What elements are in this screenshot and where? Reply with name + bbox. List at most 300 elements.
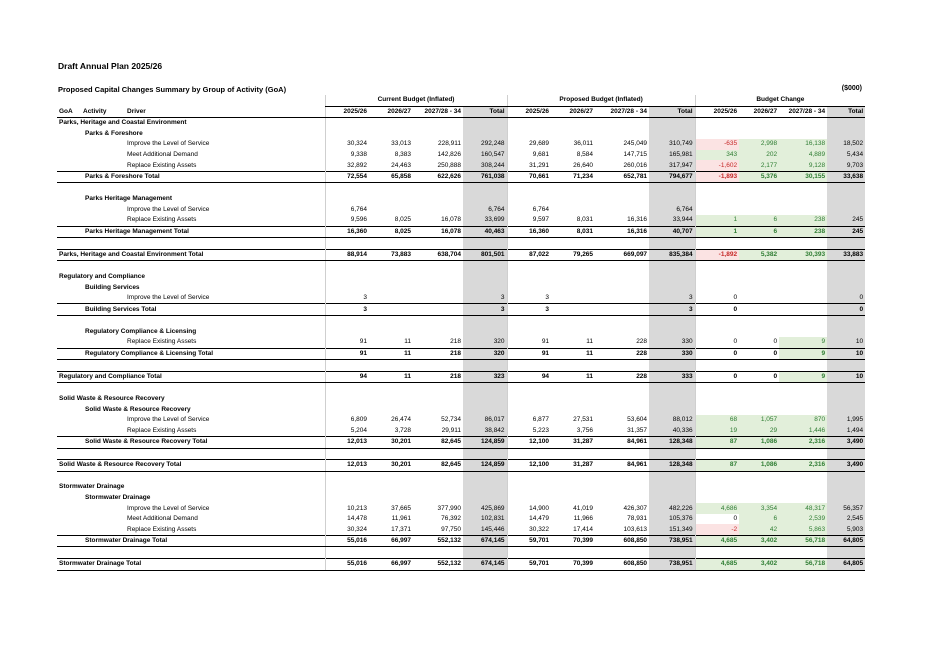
proposed-y1-cell [507, 547, 551, 559]
change-total-cell: 10 [827, 348, 865, 360]
change-y1-cell: 1 [695, 226, 739, 238]
change-y2-cell [739, 315, 779, 326]
proposed-y2-cell: 11 [586, 338, 594, 346]
goa-header: GoA [57, 106, 81, 118]
current-y2-cell [369, 204, 413, 215]
change-y3-cell: 9 [779, 348, 827, 360]
current-total-cell [463, 471, 507, 482]
change-y1-cell: 19 [695, 425, 739, 436]
current-total-cell [463, 482, 507, 493]
current-y1-cell [325, 404, 369, 415]
proposed-total-cell [649, 272, 695, 283]
change-y2-cell [739, 493, 779, 504]
current-total-cell: 124,859 [463, 436, 507, 448]
change-y3-cell: 4,889 [779, 150, 827, 161]
current-y1-cell: 6,809 [325, 415, 369, 426]
proposed-y3-cell [595, 129, 649, 140]
change-y1-cell: 87 [695, 436, 739, 448]
row-label: Improve the Level of Service [127, 205, 210, 213]
current-total-cell: 292,248 [463, 139, 507, 150]
proposed-y3-cell: 53,604 [627, 416, 648, 424]
change-y2-cell: 2,998 [739, 139, 779, 150]
change-y1-cell [695, 272, 739, 283]
proposed-y2-cell [551, 326, 595, 337]
change-y3-cell: 16,138 [779, 139, 827, 150]
proposed-y3-cell: 260,016 [623, 161, 648, 169]
row-label: Stormwater Drainage Total [57, 558, 325, 570]
current-y2-cell: 30,201 [369, 460, 413, 472]
current-total-cell [463, 261, 507, 272]
current-y2-cell [369, 118, 413, 129]
current-total-cell [463, 404, 507, 415]
row-label: Stormwater Drainage Total [57, 535, 325, 547]
proposed-y1-cell: 14,900 [507, 503, 551, 514]
change-y3-cell: 238 [779, 215, 827, 226]
current-y3-header: 2027/28 - 34 [413, 106, 463, 118]
table-row [57, 293, 865, 304]
proposed-y1-cell: 31,291 [507, 160, 551, 171]
current-y3-cell [413, 404, 463, 415]
proposed-total-cell [649, 394, 695, 405]
current-y2-cell: 11 [369, 348, 413, 360]
proposed-y2-cell [551, 129, 595, 140]
proposed-y2-cell [551, 471, 595, 482]
proposed-y3-header: 2027/28 - 34 [595, 106, 649, 118]
change-y3-header: 2027/28 - 34 [779, 106, 827, 118]
current-y1-cell [325, 383, 369, 394]
budget-change-header: Budget Change [695, 95, 865, 106]
current-total-cell: 425,869 [463, 503, 507, 514]
proposed-total-cell: 794,677 [649, 171, 695, 183]
current-y2-cell: 11 [369, 371, 413, 383]
change-y2-cell [739, 194, 779, 205]
current-y3-cell [413, 315, 463, 326]
current-total-cell: 323 [463, 371, 507, 383]
change-total-cell [827, 326, 865, 337]
change-y1-cell [695, 204, 739, 215]
row-label: Replace Existing Assets [127, 338, 197, 346]
spacer-row [57, 471, 865, 482]
proposed-y3-cell [595, 383, 649, 394]
current-total-cell [463, 547, 507, 559]
change-y3-cell [779, 293, 827, 304]
current-y3-cell: 52,734 [441, 416, 461, 424]
current-y2-cell [369, 394, 413, 405]
current-y1-cell [325, 183, 369, 194]
change-total-cell [827, 261, 865, 272]
report-subtitle: Proposed Capital Changes Summary by Group of Activity (GoA) [58, 85, 287, 94]
change-y1-cell [695, 547, 739, 559]
current-y1-cell: 3 [325, 293, 369, 304]
change-total-cell [827, 394, 865, 405]
proposed-total-cell: 333 [649, 371, 695, 383]
current-y3-cell: 552,132 [413, 558, 463, 570]
change-y1-header: 2025/26 [695, 106, 739, 118]
current-total-cell [463, 272, 507, 283]
row-label [57, 183, 325, 194]
proposed-y1-cell: 30,322 [507, 524, 551, 535]
subtotal-row [57, 535, 865, 547]
row-label: Regulatory and Compliance Total [57, 371, 325, 383]
proposed-y1-cell [507, 404, 551, 415]
change-y2-cell [739, 261, 779, 272]
current-y1-cell: 30,324 [325, 139, 369, 150]
change-total-cell: 56,357 [827, 503, 865, 514]
current-y1-cell: 72,554 [325, 171, 369, 183]
row-label [57, 383, 325, 394]
change-y1-cell: -2 [695, 524, 739, 535]
change-total-cell: 10 [827, 337, 865, 348]
current-total-cell [463, 394, 507, 405]
change-y1-cell [695, 482, 739, 493]
proposed-total-cell: 128,348 [649, 436, 695, 448]
change-y2-cell [739, 394, 779, 405]
current-y2-cell [369, 360, 413, 372]
current-total-cell: 102,831 [463, 514, 507, 525]
row-label: Meet Additional Demand [127, 515, 198, 523]
proposed-y1-cell: 94 [507, 371, 551, 383]
proposed-y2-cell: 17,414 [573, 525, 594, 533]
change-total-cell: 64,805 [827, 535, 865, 547]
change-y3-cell [779, 471, 827, 482]
change-total-cell: 245 [827, 215, 865, 226]
proposed-y3-cell [595, 183, 649, 194]
proposed-total-cell: 3 [649, 293, 695, 304]
proposed-y3-cell [595, 326, 649, 337]
change-y2-cell: 29 [739, 425, 779, 436]
proposed-total-cell [649, 404, 695, 415]
current-total-cell: 160,547 [463, 150, 507, 161]
table-body [57, 95, 865, 570]
current-y3-cell: 218 [413, 371, 463, 383]
change-y2-cell [739, 404, 779, 415]
current-y3-cell: 97,750 [441, 525, 461, 533]
group-total-row [57, 371, 865, 383]
current-total-cell [463, 448, 507, 460]
change-y1-cell: 87 [695, 460, 739, 472]
proposed-y1-cell [507, 448, 551, 460]
subtotal-row [57, 226, 865, 238]
row-label: Parks & Foreshore [85, 129, 143, 137]
change-y3-cell [779, 404, 827, 415]
current-y2-cell [369, 493, 413, 504]
row-label [57, 360, 325, 372]
change-y2-cell [739, 129, 779, 140]
change-total-cell [827, 194, 865, 205]
current-y2-cell [369, 448, 413, 460]
proposed-y3-cell [595, 238, 649, 250]
spacer-row [57, 383, 865, 394]
proposed-y1-cell: 59,701 [507, 558, 551, 570]
change-y2-cell: 3,402 [739, 535, 779, 547]
current-y1-cell [325, 360, 369, 372]
proposed-y3-cell: 228 [636, 338, 648, 346]
change-y2-cell: 1,086 [739, 460, 779, 472]
proposed-total-cell [649, 547, 695, 559]
change-y3-cell: 30,393 [779, 249, 827, 261]
proposed-y1-cell: 87,022 [507, 249, 551, 261]
proposed-y1-cell: 9,597 [507, 215, 551, 226]
current-y1-cell [325, 547, 369, 559]
current-budget-header: Current Budget (Inflated) [325, 95, 507, 106]
spacer-row [57, 183, 865, 194]
change-y2-cell [739, 118, 779, 129]
current-y2-cell: 66,997 [369, 558, 413, 570]
group-header-row [57, 95, 865, 106]
current-y3-cell [413, 282, 463, 293]
proposed-y3-cell: 652,781 [595, 171, 649, 183]
change-y3-cell: 9 [779, 371, 827, 383]
proposed-y2-cell [551, 183, 595, 194]
proposed-y1-cell [507, 272, 551, 283]
proposed-y3-cell: 426,307 [623, 504, 648, 512]
row-label: Solid Waste & Resource Recovery [85, 405, 191, 413]
proposed-y2-cell [551, 315, 595, 326]
change-y2-cell: 202 [739, 150, 779, 161]
row-label: Parks, Heritage and Coastal Environment [59, 119, 187, 127]
spacer-row [57, 315, 865, 326]
proposed-y1-header: 2025/26 [507, 106, 551, 118]
current-y1-cell: 91 [325, 348, 369, 360]
change-total-cell [827, 448, 865, 460]
change-y2-cell: 42 [739, 524, 779, 535]
change-y1-cell [695, 183, 739, 194]
current-y1-cell: 9,596 [325, 215, 369, 226]
current-y3-cell [413, 360, 463, 372]
current-y2-cell [369, 183, 413, 194]
proposed-y2-cell: 3,756 [576, 426, 594, 434]
change-y1-cell: 0 [695, 514, 739, 525]
proposed-y3-cell: 78,931 [627, 515, 648, 523]
proposed-total-cell: 310,749 [649, 139, 695, 150]
proposed-y2-cell: 11 [551, 348, 595, 360]
proposed-y2-cell [551, 360, 595, 372]
change-total-cell: 5,903 [827, 524, 865, 535]
current-y3-cell: 16,078 [413, 226, 463, 238]
current-y2-cell: 3,728 [394, 426, 411, 434]
proposed-total-cell [649, 326, 695, 337]
current-y2-cell: 11,961 [391, 515, 411, 523]
change-y2-cell: 6 [739, 215, 779, 226]
section-row [57, 272, 865, 283]
row-label: Replace Existing Assets [127, 161, 197, 169]
row-label [57, 547, 325, 559]
change-y3-cell: 48,317 [779, 503, 827, 514]
current-y1-cell: 9,338 [325, 150, 369, 161]
proposed-y3-cell [595, 547, 649, 559]
proposed-y3-cell: 669,097 [595, 249, 649, 261]
change-y3-cell: 238 [779, 226, 827, 238]
proposed-total-cell: 738,951 [649, 558, 695, 570]
change-total-cell: 9,703 [827, 160, 865, 171]
activity-row [57, 194, 865, 205]
change-y2-cell: 5,382 [739, 249, 779, 261]
change-y3-cell [779, 315, 827, 326]
proposed-total-cell: 105,376 [649, 514, 695, 525]
proposed-y2-cell [551, 482, 595, 493]
proposed-y3-cell: 147,715 [623, 151, 648, 158]
row-label: Solid Waste & Resource Recovery [59, 395, 165, 403]
change-total-cell [827, 383, 865, 394]
current-y1-cell [325, 482, 369, 493]
change-total-cell [827, 493, 865, 504]
proposed-y2-cell: 11 [551, 371, 595, 383]
change-y2-cell [739, 183, 779, 194]
proposed-y1-cell [507, 315, 551, 326]
current-total-cell: 3 [463, 293, 507, 304]
proposed-y2-cell [551, 238, 595, 250]
table-row [57, 204, 865, 215]
change-y3-cell [779, 204, 827, 215]
change-total-cell: 1,995 [827, 415, 865, 426]
change-y3-cell: 870 [779, 415, 827, 426]
current-total-cell [463, 129, 507, 140]
change-total-cell [827, 183, 865, 194]
current-y2-cell: 8,025 [394, 216, 411, 224]
row-label: Building Services Total [57, 304, 325, 316]
current-y3-cell: 218 [450, 338, 461, 346]
row-label: Stormwater Drainage [59, 483, 125, 491]
change-y1-cell [695, 118, 739, 129]
change-y3-cell: 2,316 [779, 460, 827, 472]
table-row [57, 415, 865, 426]
proposed-total-cell [649, 448, 695, 460]
proposed-y3-cell [595, 118, 649, 129]
change-y3-cell [779, 482, 827, 493]
change-total-cell [827, 204, 865, 215]
change-y2-cell [739, 471, 779, 482]
proposed-y3-cell: 228 [595, 371, 649, 383]
table-row [57, 337, 865, 348]
activity-row [57, 326, 865, 337]
current-total-cell: 674,145 [463, 558, 507, 570]
change-total-cell: 64,805 [827, 558, 865, 570]
current-y1-cell [325, 315, 369, 326]
proposed-total-cell: 128,348 [649, 460, 695, 472]
current-y2-cell: 24,463 [391, 161, 411, 169]
current-y3-cell [413, 238, 463, 250]
change-total-cell: 18,502 [827, 139, 865, 150]
current-y1-cell: 10,213 [325, 503, 369, 514]
current-y1-cell [325, 448, 369, 460]
proposed-y3-cell: 84,961 [595, 436, 649, 448]
change-y3-cell: 2,316 [779, 436, 827, 448]
current-total-cell: 308,244 [463, 160, 507, 171]
table-row [57, 150, 865, 161]
change-y2-header: 2026/27 [739, 106, 779, 118]
proposed-y1-cell [507, 482, 551, 493]
current-y2-cell: 30,201 [369, 436, 413, 448]
change-total-cell: 33,638 [827, 171, 865, 183]
proposed-y1-cell: 5,223 [507, 425, 551, 436]
change-y3-cell [779, 272, 827, 283]
current-y2-cell: 73,883 [369, 249, 413, 261]
current-y1-cell [325, 118, 369, 129]
current-y2-cell: 11 [404, 338, 411, 346]
current-y2-cell [369, 282, 413, 293]
change-y2-cell: 0 [773, 338, 778, 346]
change-y2-cell [739, 547, 779, 559]
proposed-y3-cell [595, 304, 649, 316]
proposed-y1-cell: 6,877 [507, 415, 551, 426]
current-total-cell [463, 118, 507, 129]
spacer-row [57, 360, 865, 372]
row-label: Replace Existing Assets [127, 216, 197, 224]
current-y3-cell [413, 293, 463, 304]
current-total-cell [463, 326, 507, 337]
change-y3-cell: 9,128 [779, 160, 827, 171]
proposed-y2-cell [551, 272, 595, 283]
proposed-total-cell [649, 315, 695, 326]
current-y1-cell: 94 [325, 371, 369, 383]
change-y3-cell [779, 183, 827, 194]
group-total-row [57, 460, 865, 472]
change-y3-cell [779, 261, 827, 272]
proposed-y1-cell [507, 471, 551, 482]
current-y1-cell [325, 194, 369, 205]
change-total-cell: 3,490 [827, 460, 865, 472]
row-label: Regulatory and Compliance [59, 273, 145, 281]
units-label: ($000) [841, 85, 862, 92]
proposed-y3-cell [595, 204, 649, 215]
proposed-y3-cell [595, 448, 649, 460]
change-y1-cell [695, 404, 739, 415]
subtotal-row [57, 348, 865, 360]
change-y2-cell [739, 272, 779, 283]
change-total-cell [827, 129, 865, 140]
current-y1-cell [325, 272, 369, 283]
current-y3-cell: 638,704 [413, 249, 463, 261]
change-total-cell [827, 118, 865, 129]
current-total-cell: 6,764 [463, 204, 507, 215]
proposed-y3-cell [595, 261, 649, 272]
change-y2-cell: 0 [739, 371, 779, 383]
current-y2-cell [369, 547, 413, 559]
activity-header: Activity [81, 106, 125, 118]
current-y2-cell [369, 404, 413, 415]
proposed-y1-cell [507, 493, 551, 504]
proposed-y3-cell [595, 282, 649, 293]
change-y1-cell: 0 [695, 337, 739, 348]
proposed-total-cell [649, 261, 695, 272]
proposed-y1-cell [507, 183, 551, 194]
current-y3-cell [413, 204, 463, 215]
proposed-y3-cell [595, 493, 649, 504]
proposed-y3-cell [595, 471, 649, 482]
change-y1-cell: 0 [695, 371, 739, 383]
proposed-total-cell: 40,707 [649, 226, 695, 238]
current-y1-cell: 32,892 [325, 160, 369, 171]
change-y3-cell [779, 448, 827, 460]
change-y3-cell: 9 [779, 337, 827, 348]
change-y3-cell [779, 326, 827, 337]
proposed-y2-cell [551, 194, 595, 205]
activity-row [57, 493, 865, 504]
proposed-total-cell: 482,226 [649, 503, 695, 514]
change-y3-cell: 2,539 [779, 514, 827, 525]
proposed-y2-cell [551, 383, 595, 394]
change-y3-cell: 56,718 [779, 558, 827, 570]
current-y1-cell: 55,016 [325, 558, 369, 570]
current-y1-cell [325, 326, 369, 337]
current-y3-cell: 250,888 [437, 161, 461, 169]
change-total-cell [827, 272, 865, 283]
change-y1-cell [695, 394, 739, 405]
change-y3-cell [779, 129, 827, 140]
row-label: Improve the Level of Service [127, 294, 210, 302]
column-header-row [57, 106, 865, 118]
change-y2-cell: 1,086 [739, 436, 779, 448]
